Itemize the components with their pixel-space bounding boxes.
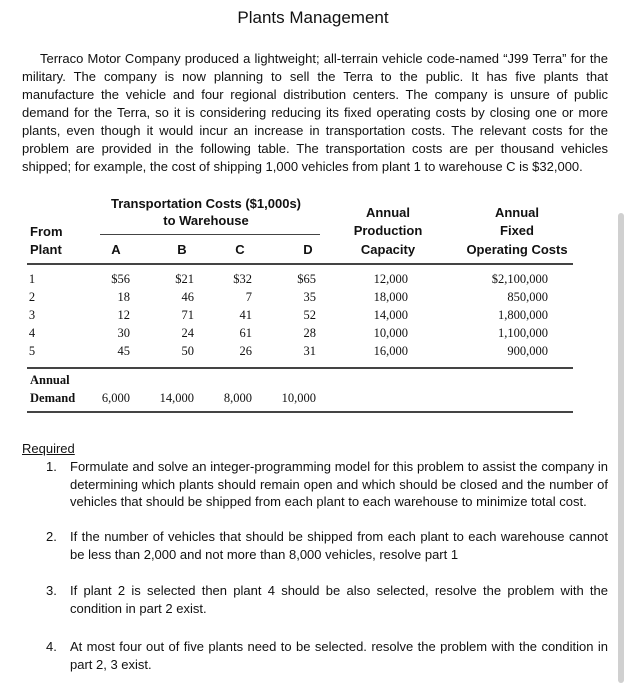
transport-header-line2: to Warehouse <box>163 213 249 228</box>
bottom-rule <box>27 411 573 413</box>
cost-cell: 52 <box>303 308 316 322</box>
plant-number: 5 <box>28 344 36 358</box>
plant-number: 2 <box>28 290 36 304</box>
cost-cell: $32 <box>233 272 252 286</box>
cost-cell: 12 <box>117 308 130 322</box>
cost-cell: 26 <box>239 344 252 358</box>
demand-d: 10,000 <box>281 391 316 405</box>
cost-cell: 41 <box>239 308 252 322</box>
warehouse-a-header: A <box>111 242 121 257</box>
warehouse-d-header: D <box>303 242 313 257</box>
plant-number: 4 <box>28 326 36 340</box>
item-number: 1. <box>46 459 57 474</box>
cost-cell: 45 <box>117 344 130 358</box>
body-rule <box>27 367 573 369</box>
capacity-cell: 16,000 <box>373 344 408 358</box>
plant-label: Plant <box>30 242 62 257</box>
cost-cell: 31 <box>303 344 316 358</box>
demand-a: 6,000 <box>101 391 130 405</box>
from-label: From <box>30 224 63 239</box>
cost-cell: 30 <box>117 326 130 340</box>
cost-cell: 35 <box>303 290 316 304</box>
cost-cell: 18 <box>117 290 130 304</box>
cost-cell: $21 <box>175 272 194 286</box>
plant-number: 3 <box>28 308 36 322</box>
item-text: If plant 2 is selected then plant 4 should be also selected, resolve the problem with the condition in part 2 exist. <box>70 583 608 616</box>
cost-cell: $56 <box>111 272 130 286</box>
fixed-header-line2: Fixed <box>500 223 534 238</box>
fixed-cost-cell: $2,100,000 <box>491 272 548 286</box>
capacity-header-line3: Capacity <box>360 242 416 257</box>
capacity-header-line2: Production <box>353 223 423 238</box>
cost-cell: 28 <box>303 326 316 340</box>
cost-cell: $65 <box>297 272 316 286</box>
fixed-cost-cell: 1,100,000 <box>498 326 548 340</box>
transport-header-line1: Transportation Costs ($1,000s) <box>111 196 301 211</box>
demand-label-line2: Demand <box>30 391 76 405</box>
item-number: 4. <box>46 639 57 654</box>
capacity-cell: 10,000 <box>373 326 408 340</box>
item-text: At most four out of five plants need to be selected. resolve the problem with the condition in part 2, 3 exist. <box>70 639 608 672</box>
cost-cell: 24 <box>181 326 194 340</box>
scrollbar[interactable] <box>618 213 624 683</box>
item-text: If the number of vehicles that should be shipped from each plant to each warehouse cannot be less than 2,000 and not more than 8,000 vehicles, resolve part 1 <box>70 529 608 562</box>
cost-cell: 46 <box>181 290 194 304</box>
warehouse-c-header: C <box>235 242 245 257</box>
cost-cell: 7 <box>245 290 252 304</box>
demand-c: 8,000 <box>223 391 252 405</box>
cost-cell: 71 <box>181 308 194 322</box>
intro-paragraph: Terraco Motor Company produced a lightweight; all-terrain vehicle code-named “J99 Terra” for the military. The company is now planning to sell the Terra to the public. It has five plants that manufacture the vehicle and four regional distribution centers. The company is unsure of public demand for the Terra, so it is considering reducing its fixed operating costs by closing one or more plants, even though it would incur an increase in transportation costs. The relevant costs for the problem are provided in the following table. The transportation costs are per thousand vehicles shipped; for example, the cost of shipping 1,000 vehicles from plant 1 to warehouse C is $32,000. <box>22 51 608 174</box>
fixed-cost-cell: 900,000 <box>507 344 548 358</box>
demand-label-line1: Annual <box>30 373 70 387</box>
item-number: 2. <box>46 529 57 544</box>
fixed-cost-cell: 1,800,000 <box>498 308 548 322</box>
fixed-header-line1: Annual <box>494 205 540 220</box>
group-header-rule <box>100 234 320 235</box>
cost-cell: 61 <box>239 326 252 340</box>
item-number: 3. <box>46 583 57 598</box>
item-text: Formulate and solve an integer-programming model for this problem to assist the company in determining which plants should remain open and which should be closed and the number of vehicles that should be shipped from each plant to each warehouse to minimize total cost. <box>70 459 608 509</box>
plant-number: 1 <box>28 272 36 286</box>
capacity-cell: 18,000 <box>373 290 408 304</box>
capacity-cell: 12,000 <box>373 272 408 286</box>
warehouse-b-header: B <box>177 242 187 257</box>
demand-b: 14,000 <box>159 391 194 405</box>
fixed-header-line3: Operating Costs <box>466 242 568 257</box>
header-rule <box>27 263 573 265</box>
capacity-cell: 14,000 <box>373 308 408 322</box>
cost-cell: 50 <box>181 344 194 358</box>
required-title: Required <box>22 441 75 456</box>
fixed-cost-cell: 850,000 <box>507 290 548 304</box>
page-title: Plants Management <box>237 8 389 27</box>
capacity-header-line1: Annual <box>365 205 411 220</box>
